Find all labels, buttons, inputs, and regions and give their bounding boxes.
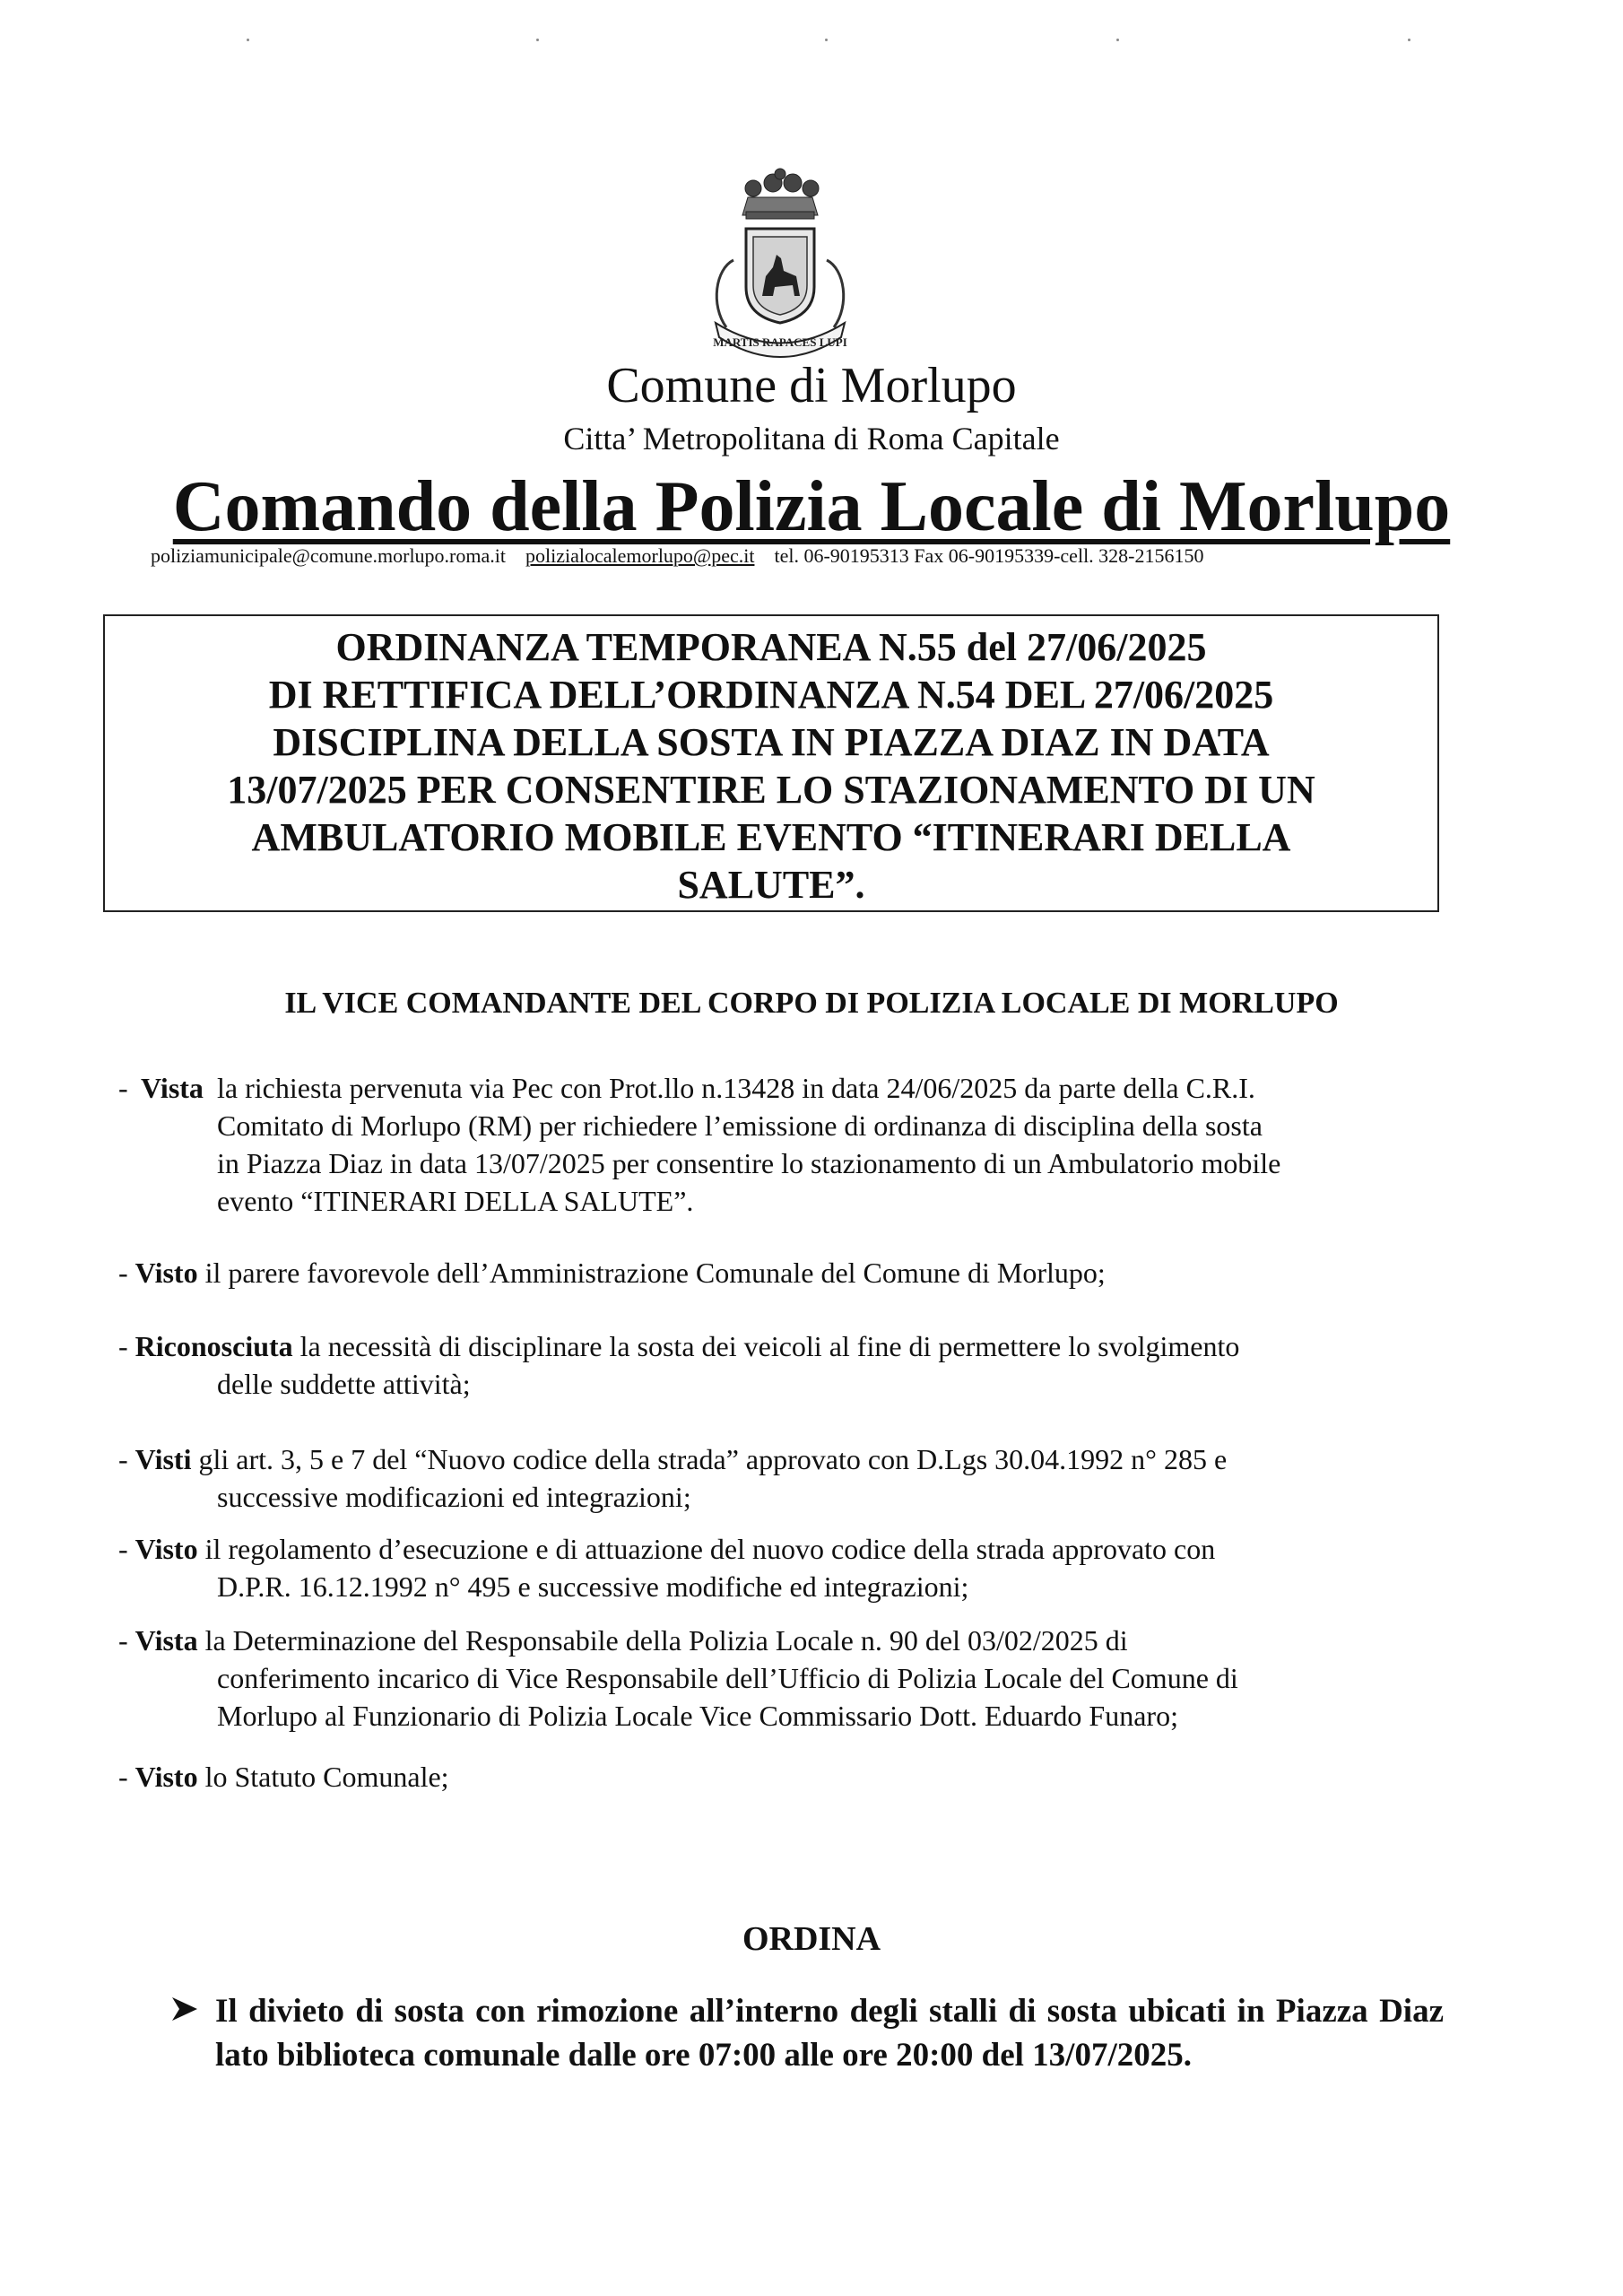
pec-link[interactable]: polizialocalemorlupo@pec.it (525, 544, 755, 567)
municipal-crest (690, 161, 870, 359)
scan-speck (825, 39, 828, 41)
comando-title-text: Comando della Polizia Locale di Morlupo (172, 467, 1451, 546)
title-line: DISCIPLINA DELLA SOSTA IN PIAZZA DIAZ IN DATA (273, 720, 1270, 764)
comando-title (0, 466, 1623, 548)
crest-emblem-icon (690, 161, 870, 359)
premise-item: - Visto lo Statuto Comunale; (118, 1761, 449, 1793)
premise-item: - Visto il regolamento d’esecuzione e di attuazione del nuovo codice della strada approvato con D.P.R. 16.12.1992 n° 495 e successive modifiche ed integrazioni; (118, 1533, 1216, 1603)
ordinance-title-box (103, 614, 1439, 912)
scan-speck (247, 39, 249, 41)
premise-item: - Vista la Determinazione del Responsabile della Polizia Locale n. 90 del 03/02/2025 di conferimento incarico di Vice Responsabile dell’Ufficio di Polizia Locale del Comune di Morlupo al Funzionario di Polizia Locale Vice Commissario Dott. Eduardo Funaro; (118, 1624, 1238, 1732)
title-line: AMBULATORIO MOBILE EVENTO “ITINERARI DELLA (251, 815, 1291, 859)
scan-speck (1116, 39, 1119, 41)
phone-numbers: tel. 06-90195313 Fax 06-90195339-cell. 328-2156150 (774, 544, 1204, 567)
premise-keyword: Vista (135, 1624, 198, 1657)
title-line: ORDINANZA TEMPORANEA N.55 del 27/06/2025 (335, 625, 1207, 669)
premise-item: - Visti gli art. 3, 5 e 7 del “Nuovo codice della strada” approvato con D.Lgs 30.04.1992 n° 285 e successive modificazioni ed integrazioni; (118, 1443, 1228, 1513)
scan-speck (536, 39, 539, 41)
premise-item: - Visto il parere favorevole dell’Amministrazione Comunale del Comune di Morlupo; (118, 1257, 1106, 1289)
email-link[interactable]: poliziamunicipale@comune.morlupo.roma.it (151, 544, 506, 567)
crest-motto: MARTIS RAPACES LUPI (713, 335, 847, 349)
authority-heading: IL VICE COMANDANTE DEL CORPO DI POLIZIA LOCALE DI MORLUPO (284, 987, 1339, 1020)
title-line: SALUTE”. (677, 863, 865, 907)
scan-speck (1408, 39, 1410, 41)
citta-metropolitana: Citta’ Metropolitana di Roma Capitale (563, 421, 1060, 457)
premise-keyword: Visto (135, 1761, 198, 1793)
comune-name: Comune di Morlupo (606, 358, 1017, 413)
title-line: 13/07/2025 PER CONSENTIRE LO STAZIONAMENTO DI UN (227, 768, 1315, 812)
order-text: Il divieto di sosta con rimozione all’interno degli stalli di sosta ubicati in Piazza Diaz lato biblioteca comunale dalle ore 07:00 alle ore 20:00 del 13/07/2025. (215, 1993, 1444, 2074)
premise-item: - Vista la richiesta pervenuta via Pec con Prot.llo n.13428 in data 24/06/2025 da parte della C.R.I. Comitato di Morlupo (RM) per richiedere l’emissione di ordinanza di disciplina della sosta in Piazza Diaz in data 13/07/2025 per consentire lo stazionamento di un Ambulatorio mobile evento “ITINERARI DELLA SALUTE”. (217, 1069, 1445, 1220)
premise-item: - Riconosciuta la necessità di disciplinare la sosta dei veicoli al fine di permettere lo svolgimento delle suddette attività; (118, 1330, 1240, 1400)
premise-keyword: Visto (135, 1257, 198, 1289)
title-line: DI RETTIFICA DELL’ORDINANZA N.54 DEL 27/06/2025 (268, 673, 1274, 717)
contacts-line (151, 544, 1204, 568)
premise-keyword: Vista (141, 1072, 204, 1104)
premise-keyword: Riconosciuta (135, 1330, 293, 1362)
ordina-heading: ORDINA (742, 1920, 881, 1958)
premise-keyword: Visto (135, 1533, 198, 1565)
premise-keyword: Visti (135, 1443, 192, 1475)
arrow-bullet-icon (170, 1996, 199, 2028)
